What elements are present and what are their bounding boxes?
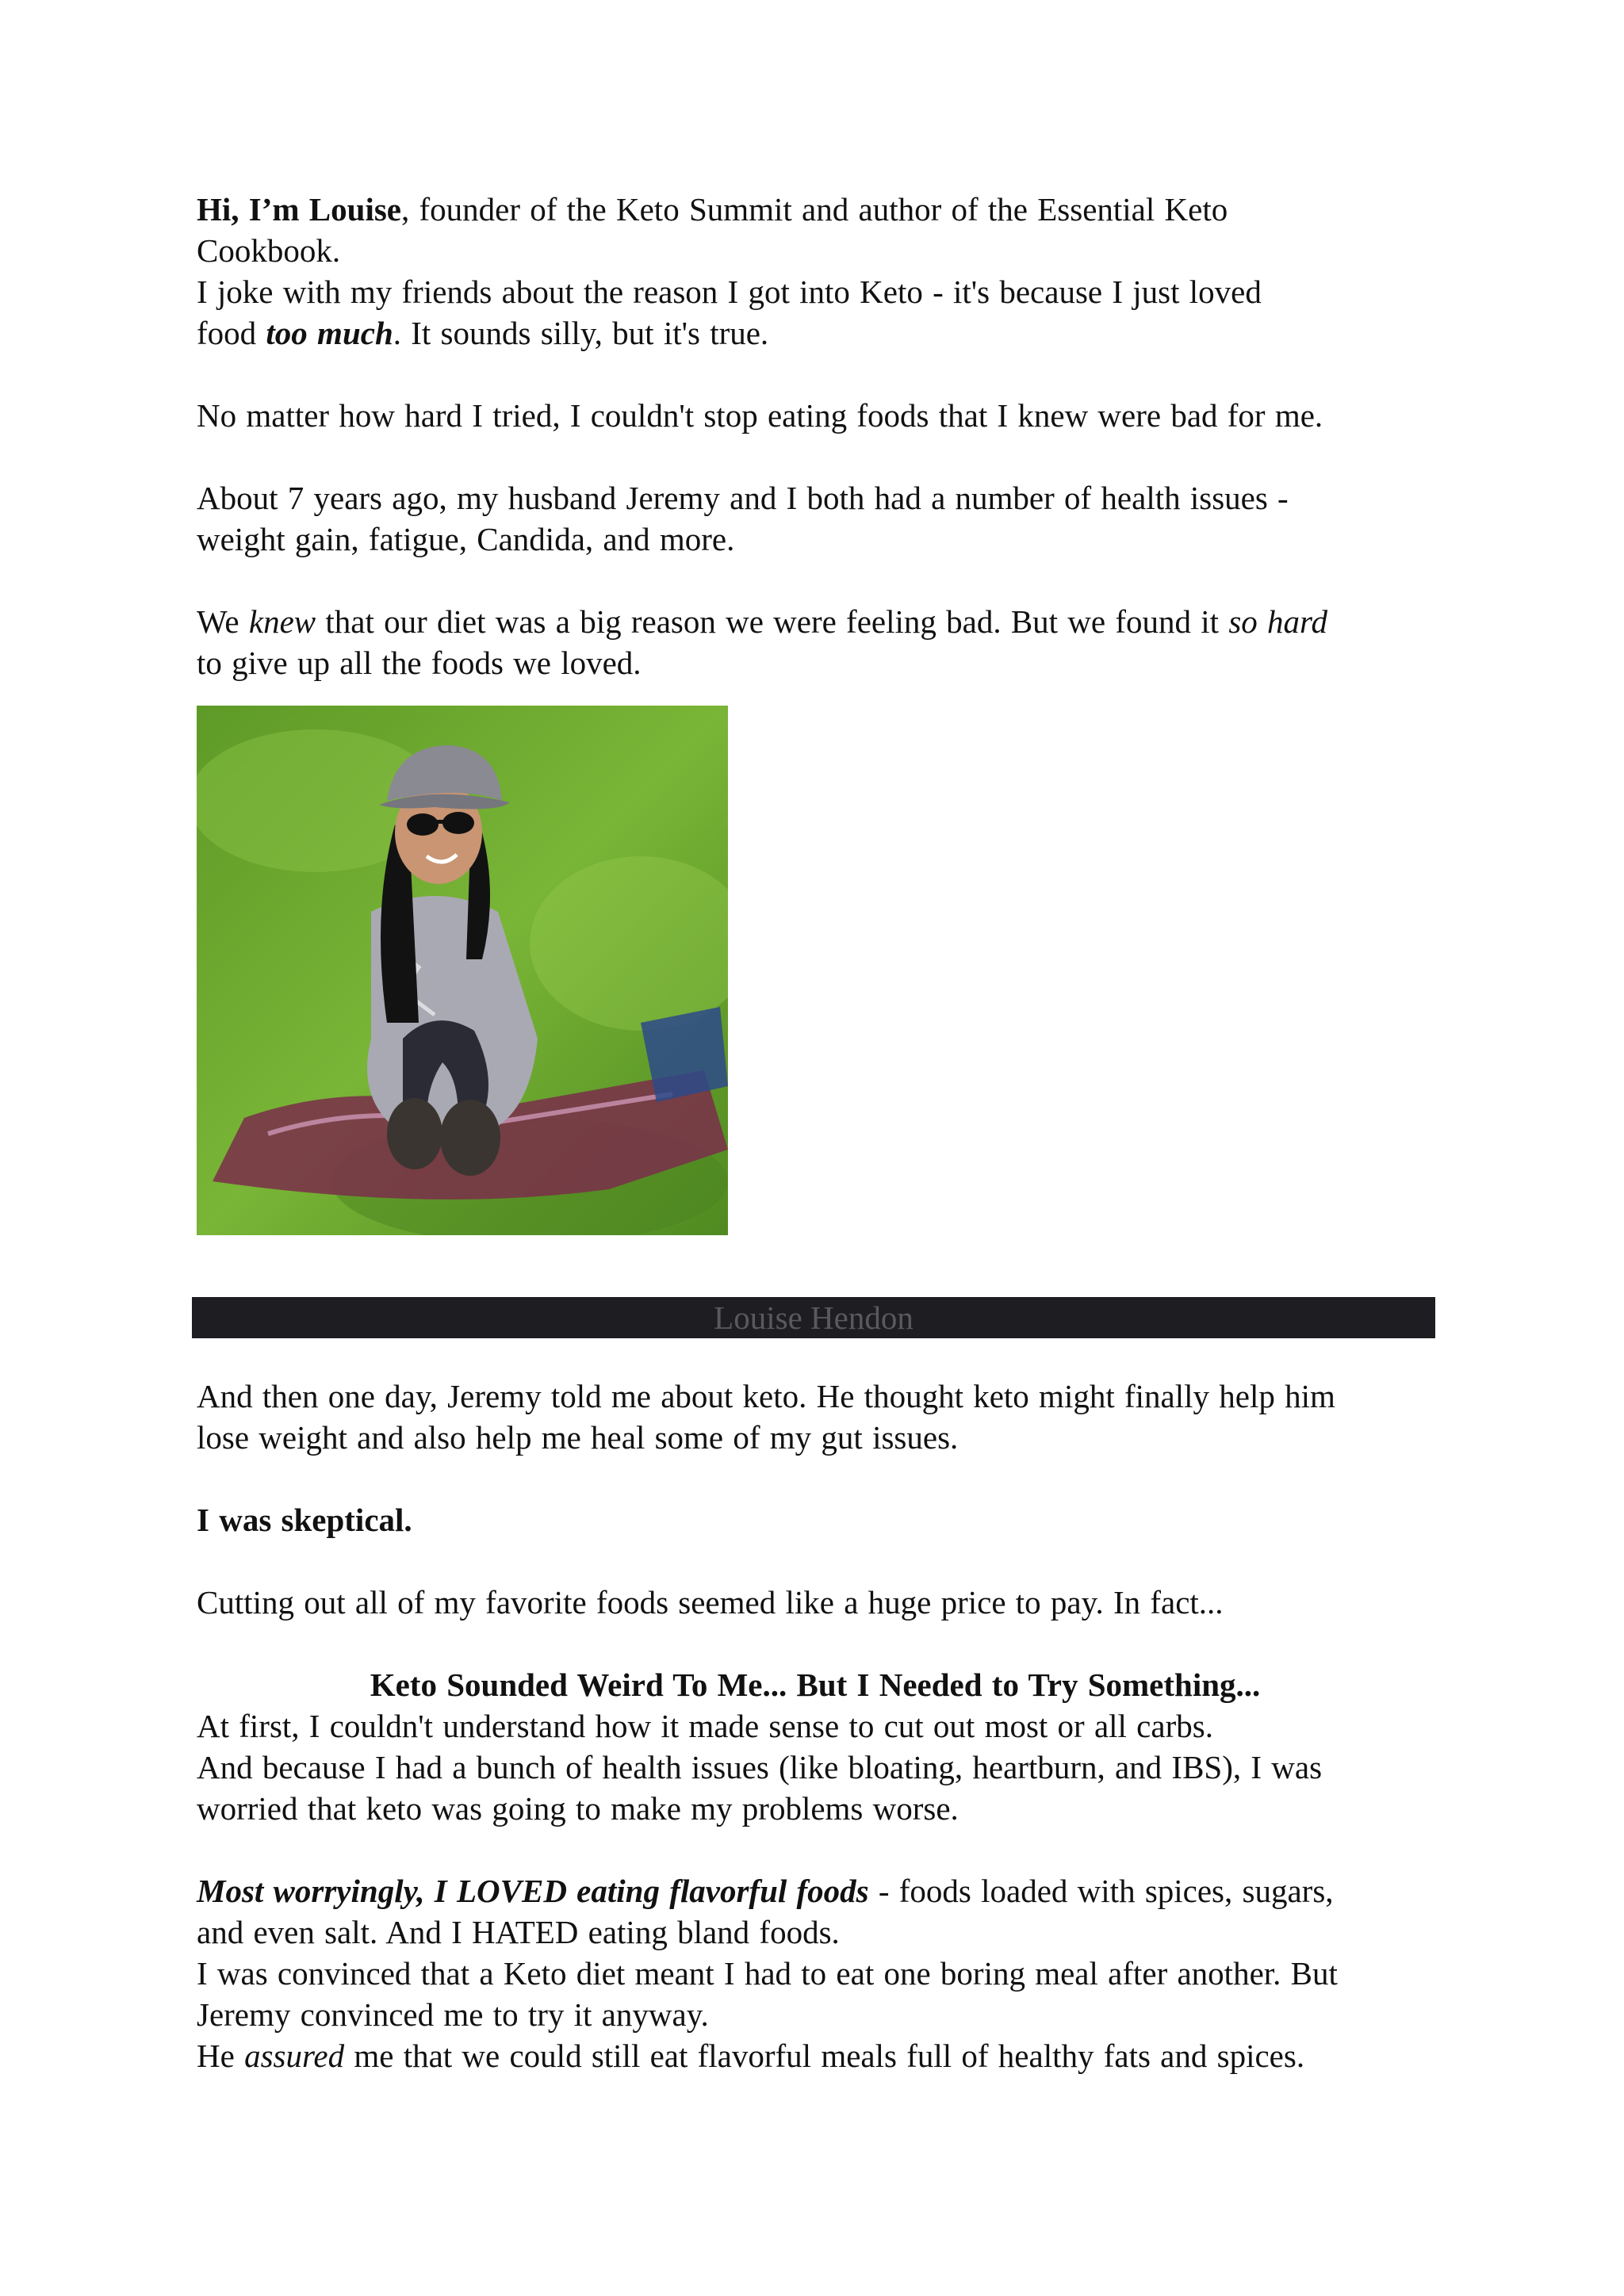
about-line-2: weight gain, fatigue, Candida, and more. xyxy=(197,521,735,557)
no-matter-paragraph: No matter how hard I tried, I couldn't stop eating foods that I knew were bad for me. xyxy=(197,397,1323,434)
intro-name: Hi, I’m Louise xyxy=(197,191,401,228)
first-line-2: And because I had a bunch of health issues (like bloating, heartburn, and IBS), I was xyxy=(197,1749,1323,1785)
section-heading: Keto Sounded Weird To Me... But I Needed to Try Something... xyxy=(370,1667,1261,1703)
we-knew-end: to give up all the foods we loved. xyxy=(197,603,1338,681)
assured-emphasis: assured xyxy=(244,2038,345,2074)
most-line-1-rest: - foods loaded with spices, sugars, xyxy=(868,1873,1334,1909)
we-knew-start: We xyxy=(197,603,249,640)
we-knew-mid: that our diet was a big reason we were feeling bad. But we found it xyxy=(316,603,1229,640)
first-line-1: At first, I couldn't understand how it made sense to cut out most or all carbs. xyxy=(197,1708,1213,1744)
intro-line-3: I joke with my friends about the reason I got into Keto - it's because I just loved xyxy=(197,274,1262,310)
so-emphasis: so xyxy=(1228,603,1258,640)
intro-line-1 xyxy=(197,189,1434,230)
photo-illustration xyxy=(197,706,728,1235)
about-line-1: About 7 years ago, my husband Jeremy and I both had a number of health issues - xyxy=(197,480,1289,516)
intro-line-2: Cookbook. xyxy=(197,232,341,269)
document-body-lower xyxy=(197,1376,1434,2076)
then-line-2: lose weight and also help me heal some of my gut issues. xyxy=(197,1419,959,1456)
most-line-1 xyxy=(197,1870,1434,1911)
intro-line-4-rest: . It sounds silly, but it's true. xyxy=(393,315,769,351)
knew-emphasis: knew xyxy=(248,603,316,640)
we-knew-paragraph xyxy=(197,601,1339,683)
most-worryingly-emphasis: Most worryingly, I LOVED eating flavorful foods xyxy=(197,1873,869,1909)
skeptical-line xyxy=(197,1499,1434,1540)
photo-caption: Louise Hendon xyxy=(192,1297,1435,1338)
most-line-3: I was convinced that a Keto diet meant I had to eat one boring meal after another. But xyxy=(197,1955,1338,1992)
hard-emphasis: hard xyxy=(1267,603,1327,640)
then-line-1: And then one day, Jeremy told me about keto. He thought keto might finally help him xyxy=(197,1378,1335,1414)
document-body-upper xyxy=(197,189,1434,1235)
most-line-2: and even salt. And I HATED eating bland foods. xyxy=(197,1914,840,1950)
cutting-paragraph: Cutting out all of my favorite foods seemed like a huge price to pay. In fact... xyxy=(197,1584,1224,1621)
intro-line-4 xyxy=(197,312,1434,354)
most-line-5 xyxy=(197,2035,1434,2076)
too-much-emphasis: too much xyxy=(266,315,393,351)
most-line-5-rest: me that we could still eat flavorful meals full of healthy fats and spices. xyxy=(344,2038,1305,2074)
intro-line-4-start: food xyxy=(197,315,266,351)
louise-photo xyxy=(197,706,728,1235)
most-line-4: Jeremy convinced me to try it anyway. xyxy=(197,1996,709,2033)
skeptical-text: I was skeptical. xyxy=(197,1502,412,1538)
intro-line-1-text: , founder of the Keto Summit and author of the Essential Keto xyxy=(401,191,1228,228)
first-line-3: worried that keto was going to make my problems worse. xyxy=(197,1790,959,1827)
most-line-5-start: He xyxy=(197,2038,245,2074)
